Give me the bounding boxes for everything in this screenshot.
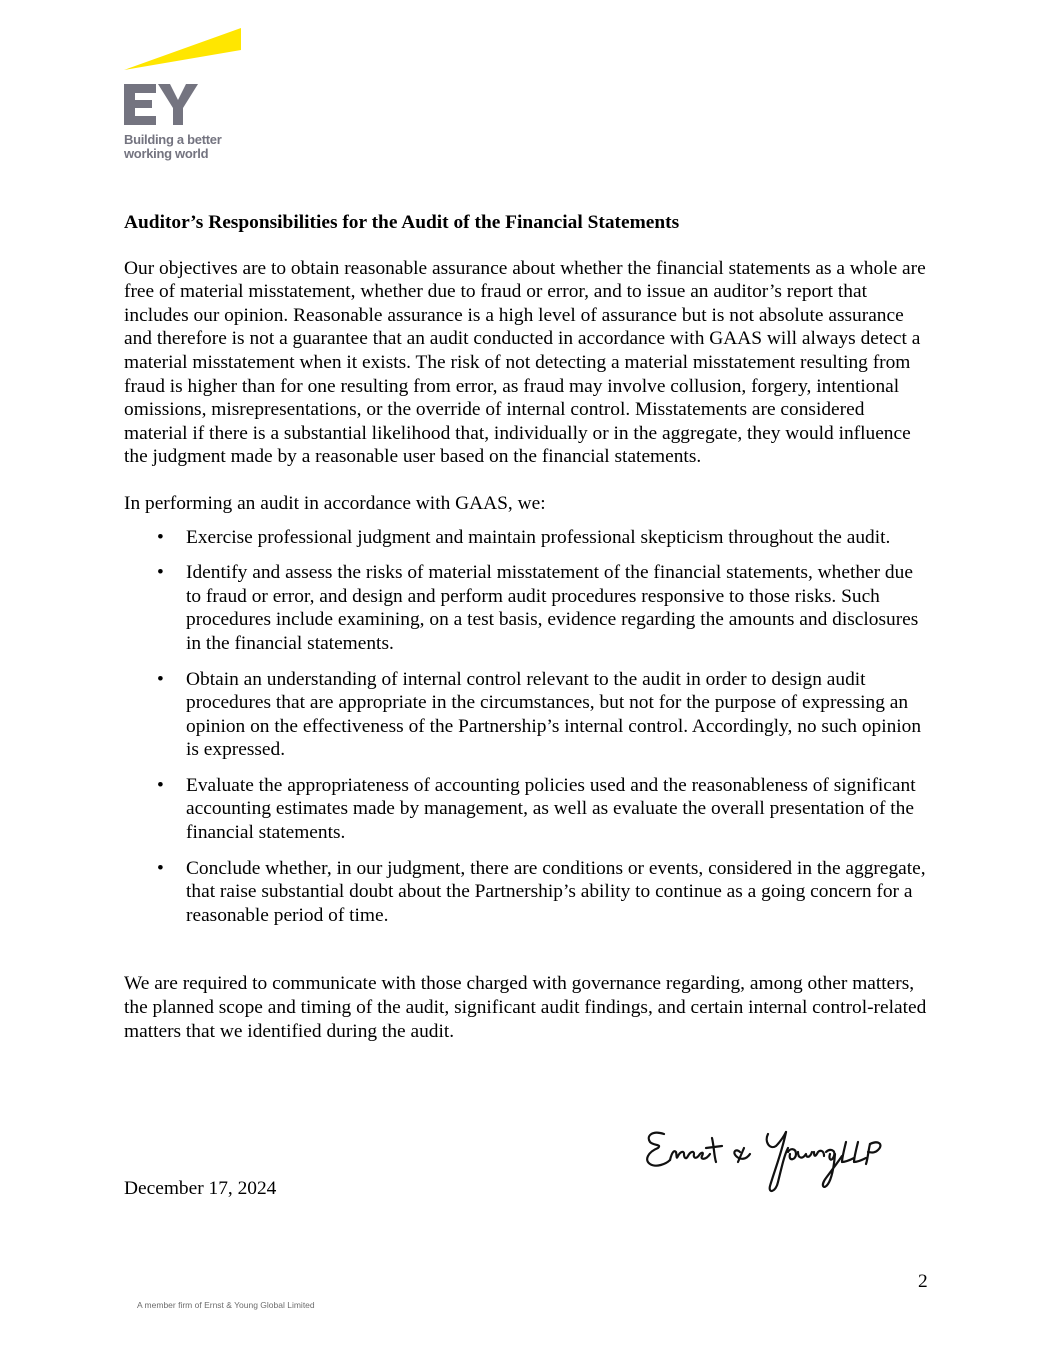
bullet-icon: • (157, 774, 164, 796)
list-item (124, 561, 932, 655)
ey-logo-tagline (124, 133, 221, 161)
list-item-text: Evaluate the appropriateness of accounting policies used and the reasonableness of significant accounting estimates made by management, as well as evaluate the overall presentation of the financial statements. (186, 774, 916, 844)
bullet-icon: • (157, 526, 164, 548)
ey-logo-e-top (124, 84, 156, 93)
page-number: 2 (918, 1271, 928, 1292)
ey-logo-mark (124, 28, 244, 128)
bullet-icon: • (157, 857, 164, 879)
ey-logo-e-mid (124, 100, 152, 108)
ey-tagline-line1: Building a better (124, 132, 222, 147)
list-item (124, 526, 932, 550)
list-item-text: Identify and assess the risks of material misstatement of the financial statements, whether due to fraud or error, and design and perform audit procedures responsive to those risks. Such procedures include examining, on a test basis, evidence regarding the amounts and disclosures in the financial statements. (186, 562, 919, 654)
section-heading: Auditor’s Responsibilities for the Audit of the Financial Statements (124, 212, 680, 233)
list-item (124, 857, 932, 928)
procedures-list (124, 526, 932, 928)
ey-tagline-line2: working world (124, 146, 209, 161)
footer-note: A member firm of Ernst & Young Global Limited (137, 1300, 315, 1310)
document-body (124, 211, 932, 1066)
ey-logo-beam (124, 28, 241, 70)
list-item-text: Exercise professional judgment and maintain professional skepticism throughout the audit. (186, 526, 891, 548)
ey-logo (124, 28, 244, 164)
list-item-text: Obtain an understanding of internal control relevant to the audit in order to design audit procedures that are appropriate in the circumstances, but not for the purpose of expressing an opinion on the effectiveness of the Partnership’s internal control. Accordingly, no such opinion is expressed. (186, 668, 922, 761)
bullet-icon: • (157, 562, 164, 584)
list-item-text: Conclude whether, in our judgment, there are conditions or events, considered in the aggregate, that raise substantial doubt about the Partnership’s ability to continue as a going concern for a reasonable period of time. (186, 857, 926, 926)
list-item (124, 774, 932, 845)
signature-drawing (642, 1122, 904, 1196)
governance-paragraph: We are required to communicate with those charged with governance regarding, among other matters, the planned scope and timing of the audit, significant audit findings, and certain internal control-related matters that we identified during the audit. (124, 973, 927, 1042)
ey-logo-y (158, 84, 198, 125)
list-item (124, 668, 932, 762)
report-date: December 17, 2024 (124, 1178, 277, 1199)
procedures-intro: In performing an audit in accordance with GAAS, we: (124, 492, 546, 514)
ey-logo-e-bottom (124, 116, 156, 125)
bullet-icon: • (157, 668, 164, 690)
firm-signature (642, 1122, 904, 1196)
objectives-paragraph: Our objectives are to obtain reasonable assurance about whether the financial statements as a whole are free of material misstatement, whether due to fraud or error, and to issue an auditor’s report that includes our opinion. Reasonable assurance is a high level of assurance but is not absolute assurance and therefore is not a guarantee that an audit conducted in accordance with GAAS will always detect a material misstatement when it exists. The risk of not detecting a material misstatement resulting from fraud is higher than for one resulting from error, as fraud may involve collusion, forgery, intentional omissions, misrepresentations, or the override of internal control. Misstatements are considered material if there is a substantial likelihood that, individually or in the aggregate, they would influence the judgment made by a reasonable user based on the financial statements. (124, 257, 926, 468)
